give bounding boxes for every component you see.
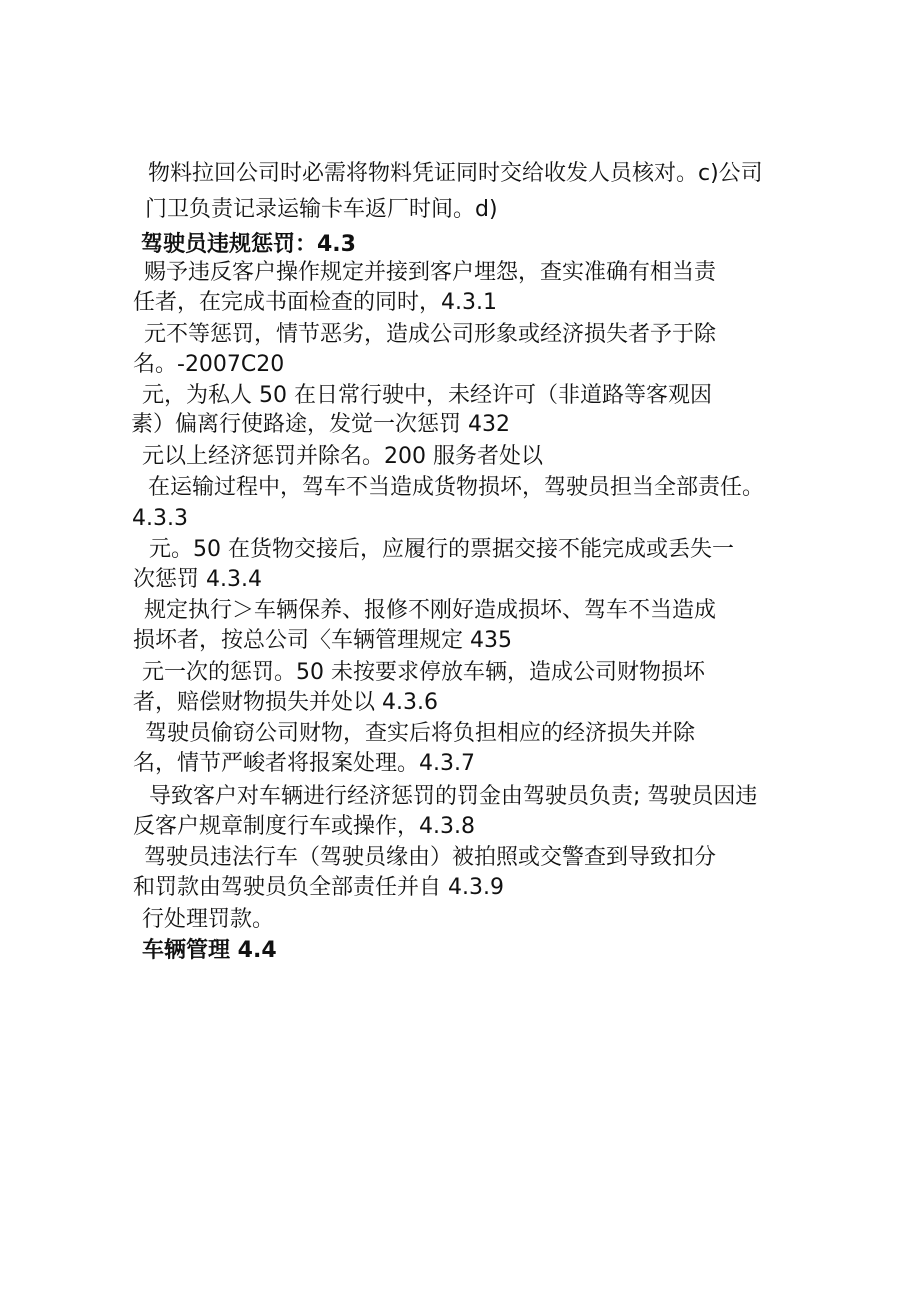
text-line: 损坏者，按总公司〈车辆管理规定 435	[133, 628, 512, 653]
section-heading: 车辆管理 4.4	[142, 938, 277, 963]
text-line: 名。-2007C20	[133, 352, 285, 377]
text-line: 驾驶员偷窃公司财物，查实后将负担相应的经济损失并除	[145, 721, 696, 746]
text-line: 在运输过程中，驾车不当造成货物损坏，驾驶员担当全部责任。	[148, 475, 765, 500]
text-line: 次惩罚 4.3.4	[133, 567, 262, 592]
text-line: 者，赔偿财物损失并处以 4.3.6	[133, 690, 438, 715]
text-line: 门卫负责记录运输卡车返厂时间。d)	[145, 197, 498, 222]
text-line: 任者，在完成书面检查的同时，4.3.1	[133, 290, 497, 315]
text-line: 赐予违反客户操作规定并接到客户埋怨，查实准确有相当责	[144, 260, 717, 285]
text-line: 元一次的惩罚。50 未按要求停放车辆，造成公司财物损坏	[142, 660, 705, 685]
text-line: 元不等惩罚，情节恶劣，造成公司形象或经济损失者予于除	[144, 322, 717, 347]
section-heading: 驾驶员违规惩罚：4.3	[141, 232, 356, 257]
text-line: 驾驶员违法行车（驾驶员缘由）被拍照或交警查到导致扣分	[144, 845, 717, 870]
text-line: 元，为私人 50 在日常行驶中，未经许可（非道路等客观因	[142, 383, 712, 408]
text-line: 行处理罚款。	[142, 907, 275, 932]
text-line: 名，情节严峻者将报案处理。4.3.7	[133, 751, 475, 776]
text-line: 物料拉回公司时必需将物料凭证同时交给收发人员核对。c)公司	[148, 161, 763, 186]
text-line: 规定执行＞车辆保养、报修不刚好造成损坏、驾车不当造成	[144, 598, 717, 623]
text-line: 导致客户对车辆进行经济惩罚的罚金由驾驶员负责; 驾驶员因违	[149, 784, 758, 809]
text-line: 和罚款由驾驶员负全部责任并自 4.3.9	[133, 875, 504, 900]
text-line: 素）偏离行使路途，发觉一次惩罚 432	[131, 412, 510, 437]
text-line: 反客户规章制度行车或操作，4.3.8	[133, 814, 475, 839]
text-line: 元。50 在货物交接后，应履行的票据交接不能完成或丢失一	[149, 537, 734, 562]
text-line: 4.3.3	[132, 506, 188, 531]
text-line: 元以上经济惩罚并除名。200 服务者处以	[142, 444, 543, 469]
